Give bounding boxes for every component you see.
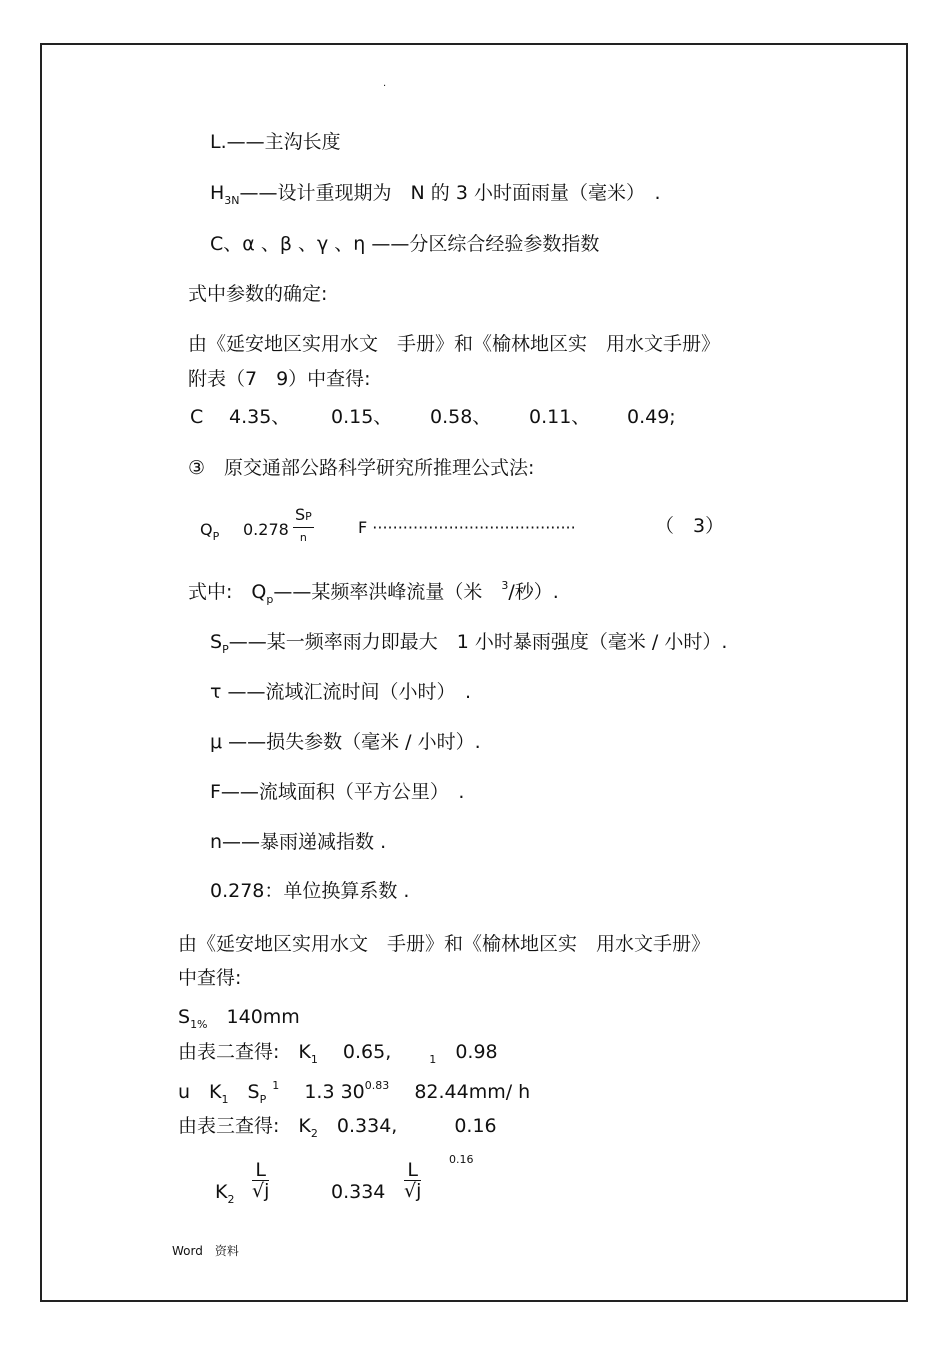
- formula-const: 0.278: [243, 520, 289, 539]
- value-2: 0.15、: [331, 406, 393, 428]
- def-f: F——流域面积（平方公里） .: [210, 781, 465, 803]
- line-h3n-def: $H_{3N}——$设计重现期为 N 的 3 小时面雨量（毫米） .: [210, 182, 661, 207]
- value-5: 0.49;: [627, 406, 676, 428]
- where-qp: 式中: $Q_p——$某频率洪峰流量（米 $^3$/秒）.: [188, 579, 559, 606]
- value-1: 4.35、: [229, 406, 291, 428]
- final-exponent: 0.16: [449, 1153, 474, 1166]
- line-l-def: L.——主沟长度: [210, 131, 341, 153]
- method-3: ③ 原交通部公路科学研究所推理公式法:: [188, 457, 535, 479]
- def-n: n——暴雨递减指数 .: [210, 831, 387, 853]
- footer-zl: 资料: [214, 1244, 239, 1258]
- final-fraction-2: $\frac{L}{√j}$: [404, 1159, 422, 1202]
- def-mu: μ ——损失参数（毫米 / 小时）.: [210, 731, 481, 753]
- final-fraction-1: $\frac{L}{√j}$: [252, 1159, 270, 1202]
- table2-values: 由表二查得: $K_1$ 0.65, $_1$ 0.98: [178, 1041, 498, 1066]
- line-params-def: C、α 、β 、γ 、η ——分区综合经验参数指数: [210, 233, 600, 255]
- header-mark: .: [383, 78, 387, 89]
- def-sp: $S_P——$某一频率雨力即最大 1 小时暴雨强度（毫米 / 小时）.: [210, 631, 728, 656]
- formula-number: （ 3）: [655, 515, 725, 537]
- formula-q: $Q_P$: [200, 520, 220, 543]
- final-k2: $K_2$: [215, 1181, 235, 1206]
- params-heading: 式中参数的确定:: [188, 283, 328, 305]
- def-tau: τ ——流域汇流时间（小时） .: [210, 681, 472, 703]
- source-1a: 由《延安地区实用水文 手册》和《榆林地区实 用水文手册》: [188, 333, 721, 355]
- formula-fraction: $\frac{SP}{n}$: [295, 505, 312, 544]
- value-c: C: [190, 406, 204, 428]
- source-1b: 附表（7 9）中查得:: [188, 368, 371, 390]
- value-4: 0.11、: [529, 406, 591, 428]
- table3-values: 由表三查得: $K_2$ 0.334, 0.16: [178, 1115, 497, 1140]
- footer: [172, 1242, 239, 1259]
- def-const: 0.278：单位换算系数 .: [210, 880, 410, 902]
- s1-value: $S_{1\%}$ 140mm: [178, 1006, 300, 1031]
- source-2a: 由《延安地区实用水文 手册》和《榆林地区实 用水文手册》: [178, 933, 711, 955]
- u-formula: u $K_1$ $S_P$ $^1$ 1.3 $30^{0.83}$ 82.44mm/ h: [178, 1079, 531, 1106]
- value-3: 0.58、: [430, 406, 492, 428]
- footer-word: Word: [172, 1244, 203, 1258]
- formula-f: F ········································: [358, 518, 576, 537]
- source-2b: 中查得:: [178, 967, 242, 989]
- final-const: 0.334: [331, 1181, 386, 1203]
